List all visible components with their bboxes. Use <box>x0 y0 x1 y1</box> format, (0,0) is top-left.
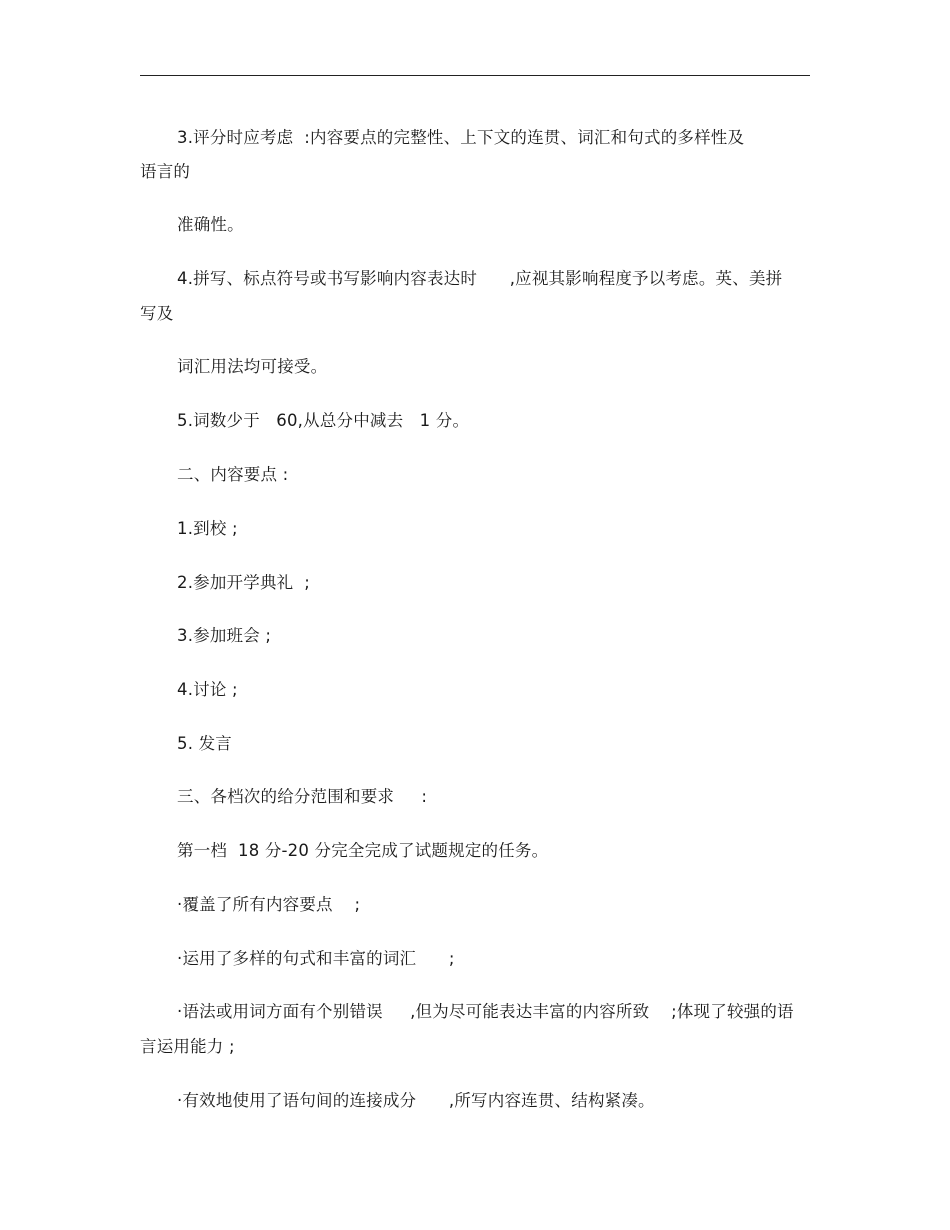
paragraph-line: 5.词数少于 60,从总分中减去 1 分。 <box>177 411 470 430</box>
paragraph-line: 词汇用法均可接受。 <box>177 357 328 376</box>
list-item: 1.到校 ; <box>177 519 238 538</box>
paragraph-line: 语言的 <box>140 162 191 181</box>
bullet-item: ·运用了多样的句式和丰富的词汇 ; <box>177 949 455 968</box>
section-heading: 二、内容要点 : <box>177 465 289 484</box>
paragraph-line: 第一档 18 分-20 分完全完成了试题规定的任务。 <box>177 841 549 860</box>
list-item: 2.参加开学典礼 ; <box>177 573 310 592</box>
bullet-item-continuation: 言运用能力 ; <box>140 1037 235 1056</box>
bullet-item: ·覆盖了所有内容要点 ; <box>177 895 361 914</box>
section-heading: 三、各档次的给分范围和要求 : <box>177 787 428 806</box>
list-item: 3.参加班会 ; <box>177 626 272 645</box>
list-item: 4.讨论 ; <box>177 680 238 699</box>
bullet-item: ·有效地使用了语句间的连接成分 ,所写内容连贯、结构紧凑。 <box>177 1091 655 1110</box>
bullet-item: ·语法或用词方面有个别错误 ,但为尽可能表达丰富的内容所致 ;体现了较强的语 <box>177 1002 794 1021</box>
list-item: 5. 发言 <box>177 734 232 753</box>
paragraph-line: 写及 <box>140 304 174 323</box>
paragraph-line: 准确性。 <box>177 215 244 234</box>
paragraph-line: 3.评分时应考虑 :内容要点的完整性、上下文的连贯、词汇和句式的多样性及 <box>177 128 745 147</box>
header-rule <box>140 75 810 76</box>
paragraph-line: 4.拼写、标点符号或书写影响内容表达时 ,应视其影响程度予以考虑。英、美拼 <box>177 269 783 288</box>
